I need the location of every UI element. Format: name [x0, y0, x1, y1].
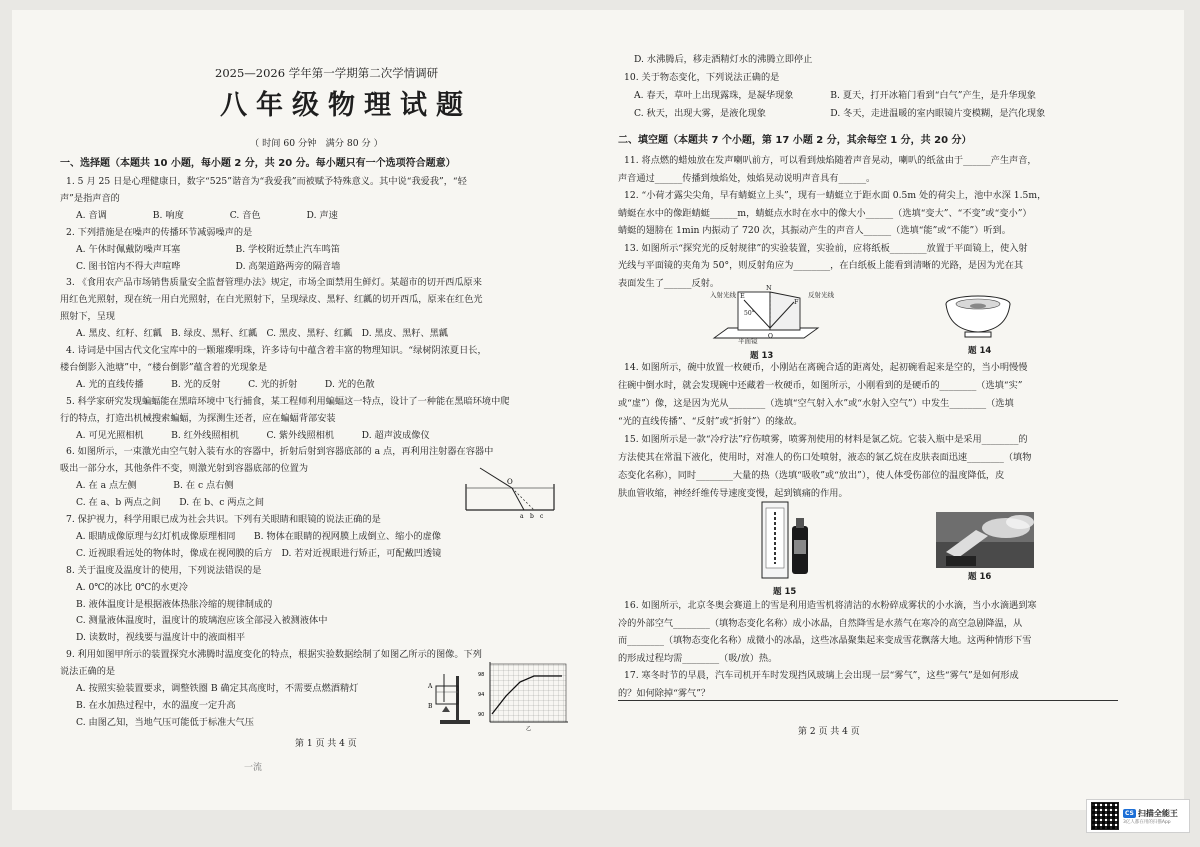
- fig16-snow-machine: [936, 512, 1034, 568]
- fig14-caption: 题 14: [968, 346, 992, 356]
- text-line: 行的特点，打造出机械搜索蝙蝠，为探测生还者，应在蝙蝠背部安装: [60, 412, 336, 424]
- time-info: （ 时间 60 分钟 满分 80 分 ）: [250, 138, 383, 149]
- text-line: 用红色光照射，现在统一用白光照射，在白光照射下，呈现绿皮、黑籽、红瓤的切开西瓜，原来在红色光: [60, 294, 483, 306]
- text-line: D. 读数时，视线要与温度计中的液面相平: [76, 632, 246, 644]
- text-line: 6. 如图所示，一束激光由空气射入装有水的容器中，折射后射到容器底部的 a 点，再利用注射器在容器中: [66, 446, 494, 458]
- text-line: “光的直线传播”、“反射”或“折射”）的缘故。: [618, 416, 803, 427]
- section1-header: 一、选择题（本题共 10 小题，每小题 2 分，共 20 分。每小题只有一个选项符合题意）: [60, 158, 456, 169]
- fig13-caption: 题 13: [750, 351, 774, 361]
- svg-text:94: 94: [478, 692, 485, 698]
- svg-text:b: b: [530, 513, 534, 520]
- text-line: 冷的外部空气________（填物态变化名称）成小冰晶，自然降雪是水蒸气在寒冷的高空急剧降温，从: [618, 617, 1023, 629]
- fig14-bowl: [943, 292, 1013, 344]
- text-line: A. 在 a 点左侧 B. 在 c 点右侧: [76, 480, 234, 492]
- text-line: B. 在水加热过程中，水的温度一定升高: [76, 699, 236, 711]
- fig13-mirror-label: 平面镜: [738, 337, 758, 345]
- svg-text:A: A: [428, 683, 433, 690]
- text-line: A. 光的直线传播 B. 光的反射 C. 光的折射 D. 光的色散: [76, 378, 375, 390]
- scanner-subtitle: 3亿人都在用的扫描App: [1123, 819, 1171, 825]
- svg-text:98: 98: [478, 672, 485, 678]
- text-line: 10. 关于物态变化，下列说法正确的是: [624, 72, 780, 83]
- text-line: 蜻蜓在水中的像距蜻蜓______m，蜻蜓点水时在水中的像大小______（选填“变大”、“不变”或“变小”）: [618, 207, 1032, 219]
- fig13-label-o: O: [768, 333, 773, 340]
- fig13-e-label: E: [740, 292, 745, 300]
- svg-text:O: O: [507, 478, 513, 486]
- answer-line: [618, 700, 1118, 701]
- text-line: A. 午休时佩戴防噪声耳塞 B. 学校附近禁止汽车鸣笛: [76, 243, 340, 255]
- text-line: 方法使其在常温下液化，使用时，对准人的伤口处喷射，液态的氯乙烷在皮肤表面迅速________（填物: [618, 452, 1032, 463]
- text-line: 9. 利用如图甲所示的装置探究水沸腾时温度变化的特点，根据实验数据绘制了如图乙所示的图像。下列: [66, 649, 482, 661]
- term-title: 2025—2026 学年第一学期第二次学情调研: [215, 66, 439, 80]
- text-line: 12. “小荷才露尖尖角，早有蜻蜓立上头”，现有一蜻蜓立于距水面 0.5m 处的荷尖上，池中水深 1.5m，: [624, 190, 1047, 201]
- left-page-footer: 第 1 页 共 4 页: [295, 739, 357, 749]
- text-line: 7. 保护视力，科学用眼已成为社会共识。下列有关眼睛和眼镜的说法正确的是: [66, 514, 381, 525]
- text-line: 3. 《食用农产品市场销售质量安全监督管理办法》规定，市场全面禁用生鲜灯。某超市的切开西瓜原来: [66, 277, 482, 289]
- text-line: C. 测量液体温度时，温度计的玻璃泡应该全部浸入被测液体中: [76, 615, 328, 627]
- stray-mark: 一流: [244, 763, 263, 773]
- qr-code-icon: [1091, 802, 1119, 830]
- text-line: 或“虚”）像，这是因为光从________（选填“空气射入水”或“水射入空气”）中发生________（选填: [618, 398, 1014, 409]
- text-line: 的？如何除掉“雾气”？: [618, 687, 711, 699]
- svg-text:90: 90: [478, 712, 485, 718]
- text-line: C. 秋天，出现大雾，是液化现象 D. 冬天，走进温暖的室内眼镜片变模糊，是汽化现象: [634, 108, 1046, 119]
- fig15-caption: 题 15: [773, 587, 797, 597]
- text-line: 16. 如图所示，北京冬奥会赛道上的雪是利用造雪机将清洁的水粉碎成雾状的小水滴，当小水滴遇到寒: [624, 600, 1037, 611]
- text-line: A. 春天，草叶上出现露珠，是凝华现象 B. 夏天，打开冰箱门看到“白气”产生，是升华现象: [634, 90, 1036, 101]
- exam-sheet: [12, 10, 1184, 810]
- text-line: 表面发生了______反射。: [618, 277, 720, 289]
- text-line: 13. 如图所示“探究光的反射规律”的实验装置，实验前，应将纸板________放置于平面镜上，使入射: [624, 242, 1028, 254]
- fig16-caption: 题 16: [968, 572, 992, 582]
- text-line: 楼台倒影入池塘”中，“楼台倒影”蕴含着的光现象是: [60, 361, 268, 373]
- svg-text:B: B: [428, 703, 433, 710]
- fig13-angle-label: 50°: [744, 310, 755, 317]
- text-line: 8. 关于温度及温度计的使用，下列说法错误的是: [66, 564, 262, 576]
- svg-text:c: c: [540, 513, 544, 520]
- text-line: C. 由图乙知，当地气压可能低于标准大气压: [76, 716, 254, 728]
- text-line: 2. 下列措施是在噪声的传播环节减弱噪声的是: [66, 226, 253, 238]
- text-line: 说法正确的是: [60, 666, 116, 678]
- text-line: 而________（填物态变化名称）成微小的冰晶，这些冰晶聚集起来变成雪花飘落大地。这两种情形下雪: [618, 635, 1032, 646]
- text-line: A. 可见光照相机 B. 红外线照相机 C. 紫外线照相机 D. 超声波成像仪: [76, 429, 430, 441]
- cs-logo-icon: CS: [1125, 809, 1134, 817]
- q6-figure: [462, 466, 558, 520]
- text-line: 11. 将点燃的蜡烛放在发声喇叭前方，可以看到烛焰随着声音晃动，喇叭的纸盆由于______产生声音，: [624, 155, 1037, 166]
- text-line: 吸出一部分水，其他条件不变，则激光射到容器底部的位置为: [60, 463, 309, 475]
- text-line: A. 黑皮、红籽、红瓤 B. 绿皮、黑籽、红瓤 C. 黑皮、黑籽、红瓤 D. 黑皮、黑籽、黑瓤: [76, 328, 449, 340]
- text-line: A. 0℃的冰比 0℃的水更冷: [76, 581, 188, 593]
- main-title: 八年级物理试题: [220, 90, 472, 121]
- text-line: 光线与平面镜的夹角为 50°，则反射角应为________，在白纸板上能看到清晰的光路，是因为光在其: [618, 260, 1024, 271]
- text-line: 17. 寒冬时节的早晨，汽车司机开车时发现挡风玻璃上会出现一层“雾气”，这些“雾气”是如何形成: [624, 670, 1019, 681]
- text-line: 1. 5 月 25 日是心理健康日，数字“525”谐音为“我爱我”而被赋予特殊意义。其中说“我爱我”，“轻: [66, 176, 467, 187]
- scanner-watermark: [1086, 799, 1190, 833]
- q9-graph-figure: [478, 660, 570, 732]
- text-line: 蜻蜓的翅膀在 1min 内振动了 720 次，其振动产生的声音人______（选填“能”或“不能”）听到。: [618, 225, 1011, 236]
- text-line: D. 水沸腾后，移走酒精灯水的沸腾立即停止: [634, 54, 813, 65]
- text-line: 15. 如图所示是一款“冷疗法”疗伤喷雾，喷雾剂使用的材料是氯乙烷。它装入瓶中是采用________的: [624, 434, 1028, 445]
- text-line: 声”是指声音的: [60, 192, 120, 204]
- text-line: B. 液体温度计是根据液体热胀冷缩的规律制成的: [76, 598, 273, 610]
- fig13-normal-label: N: [766, 284, 772, 292]
- fig13-incident-label: 入射光线: [710, 291, 736, 299]
- fig13-reflection-apparatus: [708, 284, 834, 348]
- section2-header: 二、填空题（本题共 7 个小题，第 17 小题 2 分，其余每空 1 分，共 20 分）: [618, 135, 972, 146]
- text-line: A. 音调 B. 响度 C. 音色 D. 声速: [76, 209, 338, 221]
- text-line: 5. 科学家研究发现蝙蝠能在黑暗环境中飞行捕食，某工程师利用蝙蝠这一特点，设计了一种能在黑暗环境中爬: [66, 395, 510, 407]
- text-line: 14. 如图所示，碗中放置一枚硬币，小刚站在离碗合适的距离处，起初碗看起来是空的，当小明慢慢: [624, 362, 1028, 373]
- text-line: 态变化名称），同时________大量的热（选填“吸收”或“放出”），使人体受伤部位的温度降低，皮: [618, 470, 1005, 481]
- fig15-spray-can: [758, 500, 828, 580]
- text-line: 的形成过程均需________（吸/放）热。: [618, 652, 778, 664]
- text-line: 4. 诗词是中国古代文化宝库中的一颗璀璨明珠，许多诗句中蕴含着丰富的物理知识。“绿树阴浓夏日长，: [66, 345, 487, 356]
- text-line: A. 眼睛成像原理与幻灯机成像原理相同 B. 物体在眼睛的视网膜上成倒立、缩小的虚像: [76, 530, 442, 542]
- text-line: 往碗中倒水时，就会发现碗中还藏着一枚硬币，如图所示，小刚看到的是硬币的________（选填“实”: [618, 380, 1023, 391]
- q9-apparatus-figure: [426, 674, 472, 730]
- text-line: 照射下，呈现: [60, 311, 116, 323]
- fig13-f-label: F: [794, 298, 799, 306]
- text-line: C. 近视眼看远处的物体时，像成在视网膜的后方 D. 若对近视眼进行矫正，可配戴凹透镜: [76, 547, 442, 559]
- fig13-reflected-label: 反射光线: [808, 291, 834, 299]
- text-line: C. 在 a、b 两点之间 D. 在 b、c 两点之间: [76, 497, 265, 509]
- text-line: 肤血管收缩，神经纤维传导速度变慢，起到镇痛的作用。: [618, 488, 848, 499]
- text-line: 声音通过______传播到烛焰处，烛焰晃动说明声音具有______。: [618, 172, 876, 184]
- text-line: C. 图书馆内不得大声喧哗 D. 高架道路两旁的隔音墙: [76, 260, 341, 272]
- svg-text:乙: 乙: [526, 726, 532, 732]
- scanner-name: 扫描全能王: [1137, 808, 1178, 818]
- text-line: A. 按照实验装置要求，调整铁圈 B 确定其高度时，不需要点燃酒精灯: [76, 683, 359, 694]
- right-page-footer: 第 2 页 共 4 页: [798, 727, 860, 737]
- svg-text:a: a: [520, 513, 524, 520]
